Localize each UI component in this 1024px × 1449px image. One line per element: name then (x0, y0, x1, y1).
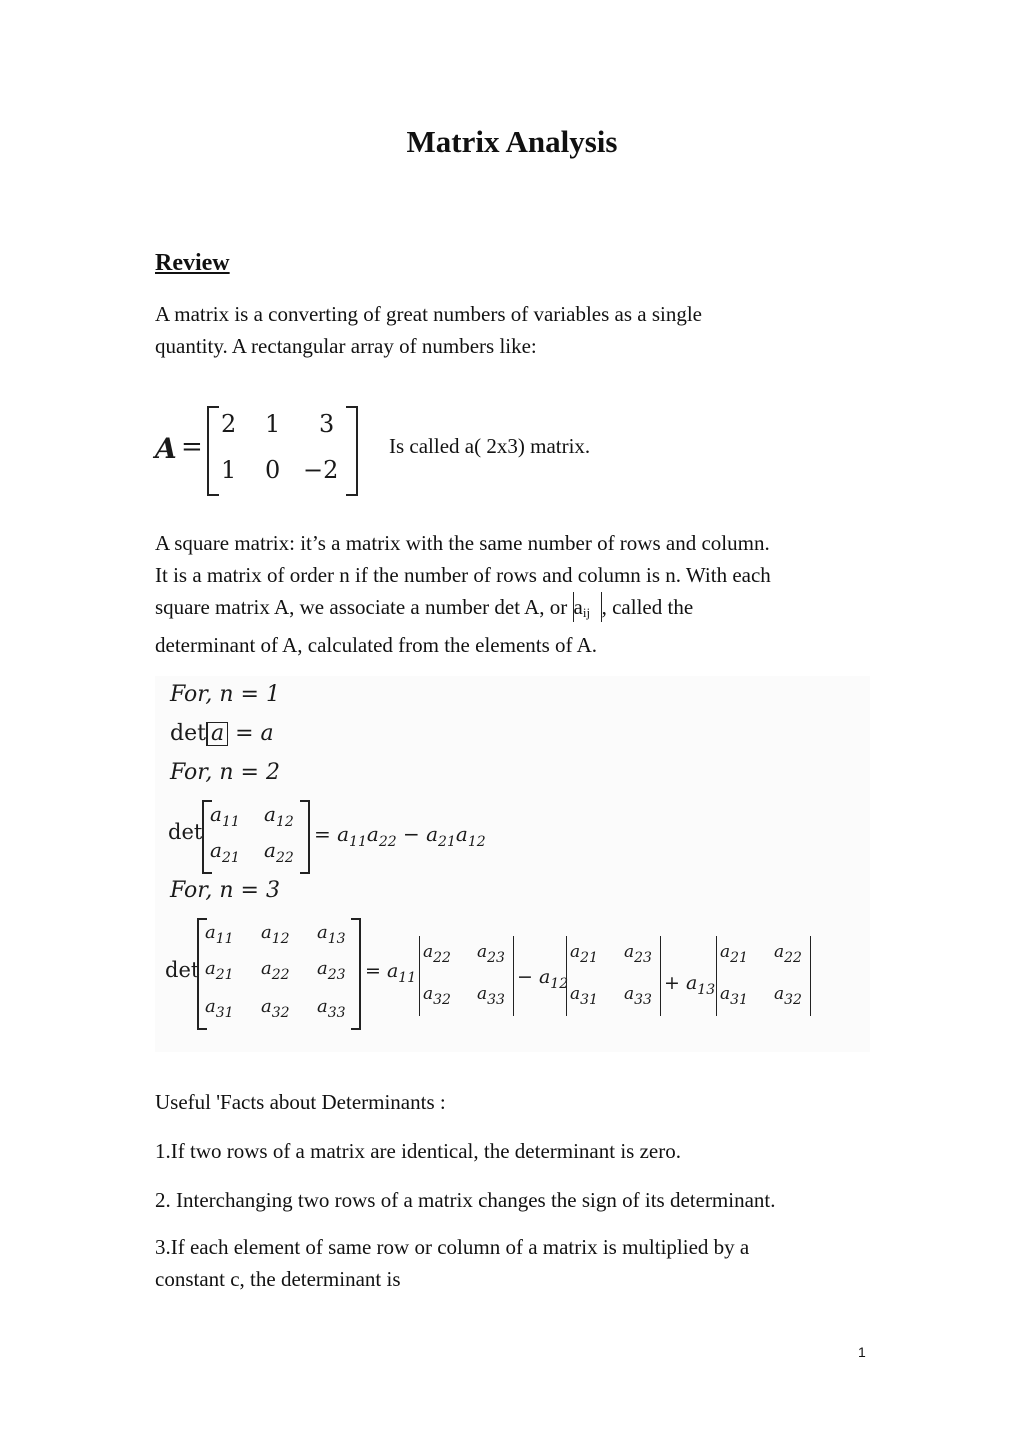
matrix-a-left-bracket (207, 406, 219, 496)
subscript: 22 (433, 950, 451, 966)
page-number: 1 (858, 1344, 866, 1360)
matrix-entry: $a_{13}$ (317, 922, 346, 947)
subscript: 31 (580, 992, 598, 1008)
square-line-3 (155, 591, 875, 629)
fact-3-line-2: constant c, the determinant is (155, 1267, 401, 1291)
fact-2: 2. Interchanging two rows of a matrix changes the sign of its determinant. (155, 1188, 776, 1212)
matrix-a-cell: 0 (265, 456, 281, 484)
cofactor-term-1: = $a_{11}$ (365, 960, 417, 986)
matrix-entry: $a_{33}$ (317, 996, 346, 1021)
matrix-a-cell: 1 (265, 410, 281, 438)
fact-1: 1.If two rows of a matrix are identical, the determinant is zero. (155, 1139, 681, 1163)
matrix-entry: $a_{21}$ (205, 958, 234, 983)
square-line-3-pre: square matrix A, we associate a number det A, or (155, 595, 573, 619)
matrix-a-cell: 1 (221, 456, 237, 484)
subscript: 31 (215, 1005, 234, 1021)
formula-n2-label: For, n = 2 (170, 760, 280, 785)
matrix-a-name: A (155, 432, 177, 465)
intro-paragraph (155, 298, 875, 362)
matrix-caption: Is called a( 2x3) matrix. (389, 434, 591, 458)
minor-entry: $a_{33}$ (624, 984, 652, 1008)
minor-entry: $a_{31}$ (720, 984, 748, 1008)
subscript: 13 (327, 931, 346, 947)
subscript: 23 (634, 950, 652, 966)
subscript: 11 (349, 834, 367, 850)
minor-entry: $a_{23}$ (624, 942, 652, 966)
minor-bar (419, 936, 420, 1016)
subscript: 12 (275, 814, 294, 830)
minor-entry: $a_{23}$ (477, 942, 505, 966)
matrix-a-right-bracket (346, 406, 358, 496)
fact-3 (155, 1231, 875, 1295)
square-line-4: determinant of A, calculated from the elements of A. (155, 633, 598, 657)
minor-entry: $a_{33}$ (477, 984, 505, 1008)
minor-bar (513, 936, 514, 1016)
matrix-entry: $a_{11}$ (210, 802, 240, 830)
subscript: 21 (215, 967, 234, 983)
matrix-a-cell: −2 (303, 456, 339, 484)
matrix-entry: $a_{32}$ (261, 996, 290, 1021)
subscript: 11 (215, 931, 234, 947)
square-line-3-sub: ij (582, 605, 591, 620)
right-bracket (351, 918, 361, 1030)
subscript: 21 (580, 950, 598, 966)
det-var: a (210, 721, 225, 746)
page-title: Matrix Analysis (406, 124, 618, 159)
minor-bar (566, 936, 567, 1016)
formula-n1-det (170, 721, 274, 746)
subscript: 32 (433, 992, 451, 1008)
det-result: = a (235, 721, 274, 746)
fact-3-line-1: 3.If each element of same row or column of a matrix is multiplied by a (155, 1235, 750, 1259)
minor-entry: $a_{22}$ (423, 942, 451, 966)
subscript: 21 (221, 850, 240, 866)
minor-bar (810, 936, 811, 1016)
subscript: 33 (634, 992, 652, 1008)
subscript: 12 (271, 931, 290, 947)
subscript: 31 (730, 992, 748, 1008)
subscript: 21 (438, 834, 456, 850)
minor-entry: $a_{21}$ (720, 942, 748, 966)
formula-n1-label: For, n = 1 (170, 682, 280, 707)
minor-entry: $a_{32}$ (774, 984, 802, 1008)
subscript: 33 (327, 1005, 346, 1021)
matrix-entry: $a_{21}$ (210, 838, 240, 866)
subscript: 33 (487, 992, 505, 1008)
matrix-entry: $a_{23}$ (317, 958, 346, 983)
matrix-entry: $a_{11}$ (205, 922, 234, 947)
minor-bar (716, 936, 717, 1016)
intro-line-1: A matrix is a converting of great numbers of variables as a single (155, 302, 703, 326)
subscript: 21 (730, 950, 748, 966)
minor-entry: $a_{21}$ (570, 942, 598, 966)
matrix-entry: $a_{31}$ (205, 996, 234, 1021)
right-bracket (300, 800, 310, 874)
det-label: det (170, 721, 206, 746)
subscript: 12 (550, 976, 569, 992)
minor-entry: $a_{31}$ (570, 984, 598, 1008)
subscript: 22 (275, 850, 294, 866)
matrix-a-cell: 2 (221, 410, 237, 438)
minor-entry: $a_{22}$ (774, 942, 802, 966)
minor-entry: $a_{32}$ (423, 984, 451, 1008)
matrix-entry: $a_{12}$ (264, 802, 294, 830)
matrix-a-figure (155, 400, 375, 500)
subscript: 22 (784, 950, 802, 966)
formula-n3-det (165, 916, 865, 1034)
cofactor-term-3: + $a_{13}$ (664, 972, 716, 998)
matrix-entry: $a_{22}$ (261, 958, 290, 983)
square-line-2: It is a matrix of order n if the number of rows and column is n. With each (155, 563, 771, 587)
det-n2-result: = $a_{11}a_{22} - a_{21}a_{12}$ (314, 822, 486, 850)
intro-line-2: quantity. A rectangular array of numbers like: (155, 334, 537, 358)
subscript: 11 (221, 814, 240, 830)
matrix-a-equals: = (181, 432, 203, 462)
formula-n3-label: For, n = 3 (170, 878, 280, 903)
section-heading-review: Review (155, 250, 230, 276)
square-line-3-post: , called the (601, 595, 694, 619)
facts-heading: Useful 'Facts about Determinants : (155, 1090, 446, 1114)
square-line-1: A square matrix: it’s a matrix with the same number of rows and column. (155, 531, 770, 555)
subscript: 22 (271, 967, 290, 983)
square-matrix-paragraph (155, 527, 875, 661)
subscript: 23 (327, 967, 346, 983)
minor-bar (660, 936, 661, 1016)
det-label: det (165, 958, 200, 982)
subscript: 13 (697, 982, 716, 998)
matrix-entry: $a_{12}$ (261, 922, 290, 947)
formula-n2-det (168, 798, 488, 874)
det-label: det (168, 820, 203, 844)
matrix-a-cell: 3 (319, 410, 335, 438)
matrix-entry: $a_{22}$ (264, 838, 294, 866)
cofactor-term-2: − $a_{12}$ (517, 966, 569, 992)
subscript: 23 (487, 950, 505, 966)
subscript: 11 (398, 970, 417, 986)
subscript: 12 (467, 834, 486, 850)
subscript: 32 (271, 1005, 290, 1021)
square-line-3-sym: a (573, 595, 583, 619)
subscript: 32 (784, 992, 802, 1008)
subscript: 22 (378, 834, 397, 850)
